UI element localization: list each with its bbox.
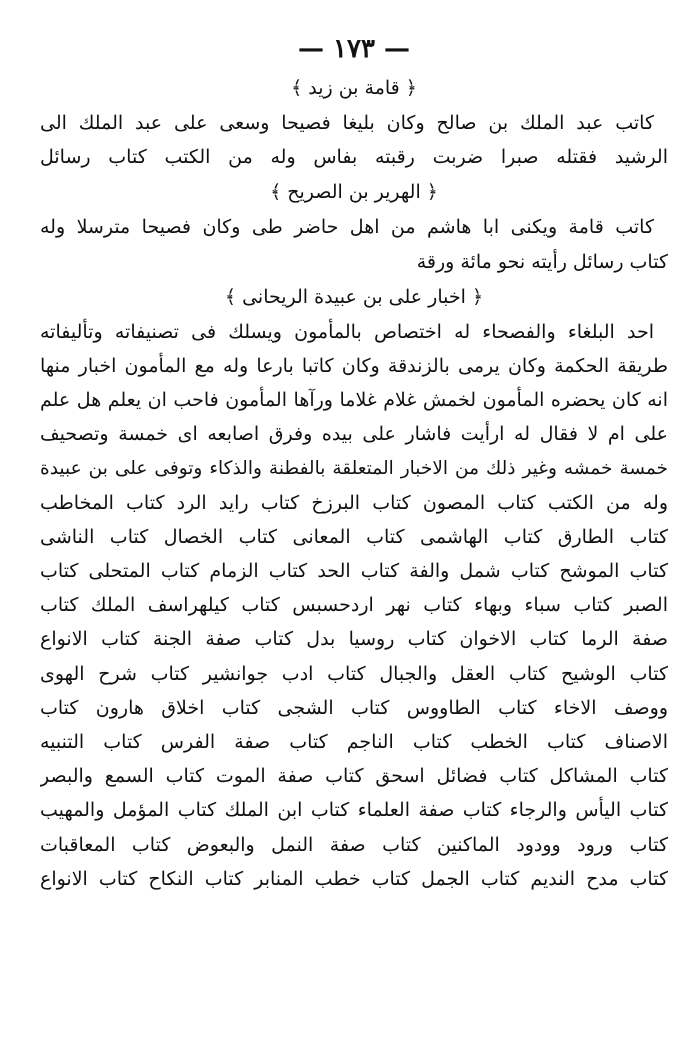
text-line: احد البلغاء والفصحاء له اختصاص بالمأمون ويسلك فى تصنيفاته وتأليفاته bbox=[40, 320, 654, 343]
text-line: كتاب الوشيح كتاب العقل والجبال كتاب ادب جوانشير كتاب شرح الهوى bbox=[40, 662, 668, 685]
text-line: طريقة الحكمة وكان يرمى بالزندقة وكان كاتبا بارعا وله مع المأمون اخبار منها bbox=[40, 354, 668, 377]
text-line: الصبر كتاب سباء وبهاء كتاب نهر اردحسبس كتاب كيلهراسف الملك كتاب bbox=[40, 594, 668, 617]
page-number: — ١٧٣ — bbox=[297, 34, 411, 64]
section-al-harir-ibn-al-sarih bbox=[40, 174, 668, 278]
section-heading: ﴿ الهرير بن الصريح ﴾ bbox=[270, 181, 438, 204]
text-line: خمسة خمشه وغير ذلك من الاخبار المتعلقة بالفطنة والذكاء وتوفى على بن عبيدة bbox=[40, 457, 668, 479]
document-page bbox=[40, 28, 668, 896]
text-line: كتاب ورود وودود الماكنين كتاب صفة النمل والبعوض كتاب المعاقبات bbox=[40, 833, 668, 856]
text-line: انه كان يحضره المأمون لخمش غلام غلاما ورآها المأمون فاحب ان يعلم هل علم bbox=[40, 389, 668, 412]
text-line: ووصف الاخاء كتاب الطاووس كتاب الشجى كتاب اخلاق هارون كتاب bbox=[40, 696, 668, 719]
section-heading: ﴿ اخبار على بن عبيدة الريحانى ﴾ bbox=[224, 285, 484, 308]
text-line: الاصناف كتاب الخطب كتاب الناجم كتاب صفة الفرس كتاب التنبيه bbox=[40, 731, 668, 753]
text-line: كتاب مدح النديم كتاب الجمل كتاب خطب المنابر كتاب النكاح كتاب الانواع bbox=[40, 867, 668, 890]
section-qamah-ibn-zayd bbox=[40, 70, 668, 174]
text-line: كتاب المشاكل كتاب فضائل اسحق كتاب صفة الموت كتاب السمع والبصر bbox=[40, 765, 668, 788]
text-line: كتاب اليأس والرجاء كتاب صفة العلماء كتاب ابن الملك كتاب المؤمل والمهيب bbox=[40, 799, 668, 822]
text-line: كتاب الموشح كتاب شمل والفة كتاب الحد كتاب الزمام كتاب المتحلى كتاب bbox=[40, 560, 668, 583]
text-line: على ام لا فقال له ارأيت فاشار على بيده وفرق اصابعه اى خمسة وتصحيف bbox=[40, 423, 668, 446]
text-line: كاتب عبد الملك بن صالح وكان بليغا فصيحا وسعى على عبد الملك الى bbox=[40, 112, 654, 134]
section-akhbar-ali-ibn-ubaydah bbox=[40, 279, 668, 896]
text-line: الرشيد فقتله صبرا ضربت رقبته بفاس وله من الكتب كتاب رسائل bbox=[40, 146, 668, 169]
text-line: كتاب رسائل رأيته نحو مائة ورقة bbox=[416, 250, 668, 273]
text-line: كتاب الطارق كتاب الهاشمى كتاب المعانى كتاب الخصال كتاب الناشى bbox=[40, 525, 668, 548]
text-line: كاتب قامة ويكنى ابا هاشم من اهل حاضر طى وكان فصيحا مترسلا وله bbox=[40, 216, 654, 239]
text-line: صفة الرما كتاب الاخوان كتاب روسيا بدل كتاب صفة الجنة كتاب الانواع bbox=[40, 628, 668, 651]
section-heading: ﴿ قامة بن زيد ﴾ bbox=[291, 77, 417, 99]
text-line: وله من الكتب كتاب المصون كتاب البرزخ كتاب رايد الرد كتاب المخاطب bbox=[40, 491, 668, 514]
